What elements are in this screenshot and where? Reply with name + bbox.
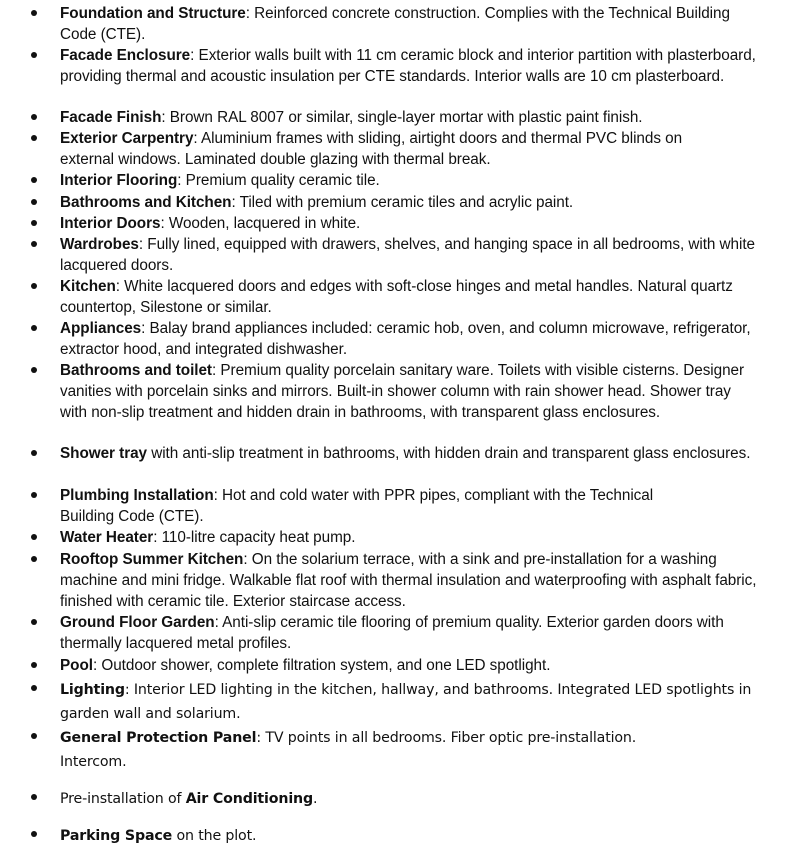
bullet-icon bbox=[31, 10, 37, 16]
list-item-text bbox=[60, 527, 760, 548]
list-item-description: : 110-litre capacity heat pump. bbox=[153, 529, 356, 546]
list-item-term: Interior Doors bbox=[60, 215, 161, 232]
list-item-term: Bathrooms and Kitchen bbox=[60, 194, 232, 211]
list-item-term: Rooftop Summer Kitchen bbox=[60, 551, 244, 568]
list-item-description: : Anti-slip ceramic tile flooring of premium quality. Exterior garden doors with thermally lacquered metal profiles. bbox=[60, 614, 724, 652]
bullet-icon bbox=[31, 534, 37, 540]
list-item-description: : Reinforced concrete construction. Complies with the Technical Building Code (CTE). bbox=[60, 5, 730, 43]
bullet-icon bbox=[31, 135, 37, 141]
list-item-description: : TV points in all bedrooms. Fiber optic pre-installation. Intercom. bbox=[60, 730, 637, 770]
list-item-term: Water Heater bbox=[60, 529, 154, 546]
list-item-text bbox=[60, 787, 760, 811]
list-item-term: Exterior Carpentry bbox=[60, 130, 194, 147]
bullet-icon bbox=[31, 733, 37, 739]
list-item-description: : Wooden, lacquered in white. bbox=[160, 215, 361, 232]
list-item-suffix: . bbox=[313, 791, 318, 807]
list-item-description: : Balay brand appliances included: ceramic hob, oven, and column microwave, refrigerator, extractor hood, and integrated dishwasher. bbox=[60, 320, 751, 358]
list-item-text bbox=[60, 128, 700, 170]
bullet-icon bbox=[31, 283, 37, 289]
list-item-text bbox=[60, 276, 776, 318]
list-item-term: Facade Enclosure bbox=[60, 47, 191, 64]
list-item-text bbox=[60, 824, 760, 848]
bullet-icon bbox=[31, 52, 37, 58]
list-item-text bbox=[60, 549, 760, 612]
bullet-icon bbox=[31, 492, 37, 498]
list-item-text bbox=[60, 612, 776, 654]
list-item-text bbox=[60, 213, 760, 234]
list-item-description: : White lacquered doors and edges with soft-close hinges and metal handles. Natural quartz countertop, Silestone or similar. bbox=[60, 278, 733, 316]
list-item-description: : Tiled with premium ceramic tiles and acrylic paint. bbox=[231, 194, 574, 211]
list-item-prefix: Pre-installation of bbox=[60, 791, 186, 807]
list-item-description: : Brown RAL 8007 or similar, single-layer mortar with plastic paint finish. bbox=[161, 109, 643, 126]
list-item-text bbox=[60, 3, 760, 45]
bullet-icon bbox=[31, 220, 37, 226]
list-item-term: Bathrooms and toilet bbox=[60, 362, 212, 379]
list-item-term: Pool bbox=[60, 657, 93, 674]
list-item-description: : Premium quality ceramic tile. bbox=[177, 172, 380, 189]
list-item-description: : Premium quality porcelain sanitary ware. Toilets with visible cisterns. Designer vanities with porcelain sinks and mirrors. Built-in shower column with rain shower head. Shower tray with non-slip treatment and hidden drain in bathrooms, with transparent glass enclosures. bbox=[60, 362, 745, 421]
list-item-text bbox=[60, 485, 700, 527]
list-item-term: Foundation and Structure bbox=[60, 5, 246, 22]
list-item-text bbox=[60, 234, 760, 276]
bullet-icon bbox=[31, 325, 37, 331]
list-item-term: Air Conditioning bbox=[185, 791, 313, 807]
list-item-text bbox=[60, 170, 760, 191]
list-item-text bbox=[60, 318, 760, 360]
list-item-text bbox=[60, 45, 760, 87]
bullet-icon bbox=[31, 685, 37, 691]
list-item-term: Parking Space bbox=[60, 828, 173, 844]
bullet-icon bbox=[31, 831, 37, 837]
list-item-description: : Outdoor shower, complete filtration system, and one LED spotlight. bbox=[92, 657, 551, 674]
list-item-term: Appliances bbox=[60, 320, 142, 337]
list-item-term: Plumbing Installation bbox=[60, 487, 214, 504]
bullet-icon bbox=[31, 619, 37, 625]
list-item-text bbox=[60, 107, 776, 128]
list-item-description: with anti-slip treatment in bathrooms, with hidden drain and transparent glass enclosures. bbox=[147, 445, 751, 462]
bullet-icon bbox=[31, 114, 37, 120]
list-item-suffix: on the plot. bbox=[172, 828, 257, 844]
list-item-description: : Fully lined, equipped with drawers, shelves, and hanging space in all bedrooms, with white lacquered doors. bbox=[60, 236, 756, 274]
list-item-term: Interior Flooring bbox=[60, 172, 178, 189]
list-item-text bbox=[60, 443, 760, 464]
list-item-text bbox=[60, 360, 760, 423]
list-item-term: Wardrobes bbox=[60, 236, 139, 253]
list-item-text bbox=[60, 192, 760, 213]
list-item-term: Shower tray bbox=[60, 445, 148, 462]
list-item-description: : Aluminium frames with sliding, airtight doors and thermal PVC blinds on external windows. Laminated double glazing with thermal break. bbox=[60, 130, 683, 168]
list-item-description: : Interior LED lighting in the kitchen, hallway, and bathrooms. Integrated LED spotlights in garden wall and solarium. bbox=[60, 682, 752, 722]
list-item-description: : Hot and cold water with PPR pipes, compliant with the Technical Building Code (CTE). bbox=[60, 487, 654, 525]
list-item-description: : On the solarium terrace, with a sink and pre-installation for a washing machine and mini fridge. Walkable flat roof with thermal insulation and waterproofing with asphalt fabric, finished with ceramic tile. Exterior staircase access. bbox=[60, 551, 757, 610]
list-item-term: Ground Floor Garden bbox=[60, 614, 215, 631]
list-item-term: Lighting bbox=[60, 682, 125, 698]
bullet-icon bbox=[31, 241, 37, 247]
list-item-term: Kitchen bbox=[60, 278, 116, 295]
bullet-icon bbox=[31, 177, 37, 183]
list-item-text bbox=[60, 678, 760, 726]
list-item-text bbox=[60, 655, 760, 676]
bullet-icon bbox=[31, 199, 37, 205]
list-item-description: : Exterior walls built with 11 cm ceramic block and interior partition with plasterboard, providing thermal and acoustic insulation per CTE standards. Interior walls are 10 cm plasterboard. bbox=[60, 47, 756, 85]
bullet-icon bbox=[31, 450, 37, 456]
bullet-icon bbox=[31, 367, 37, 373]
bullet-icon bbox=[31, 662, 37, 668]
list-item-text bbox=[60, 726, 680, 774]
list-item-term: General Protection Panel bbox=[60, 730, 257, 746]
bullet-icon bbox=[31, 794, 37, 800]
list-item-term: Facade Finish bbox=[60, 109, 162, 126]
bullet-icon bbox=[31, 556, 37, 562]
